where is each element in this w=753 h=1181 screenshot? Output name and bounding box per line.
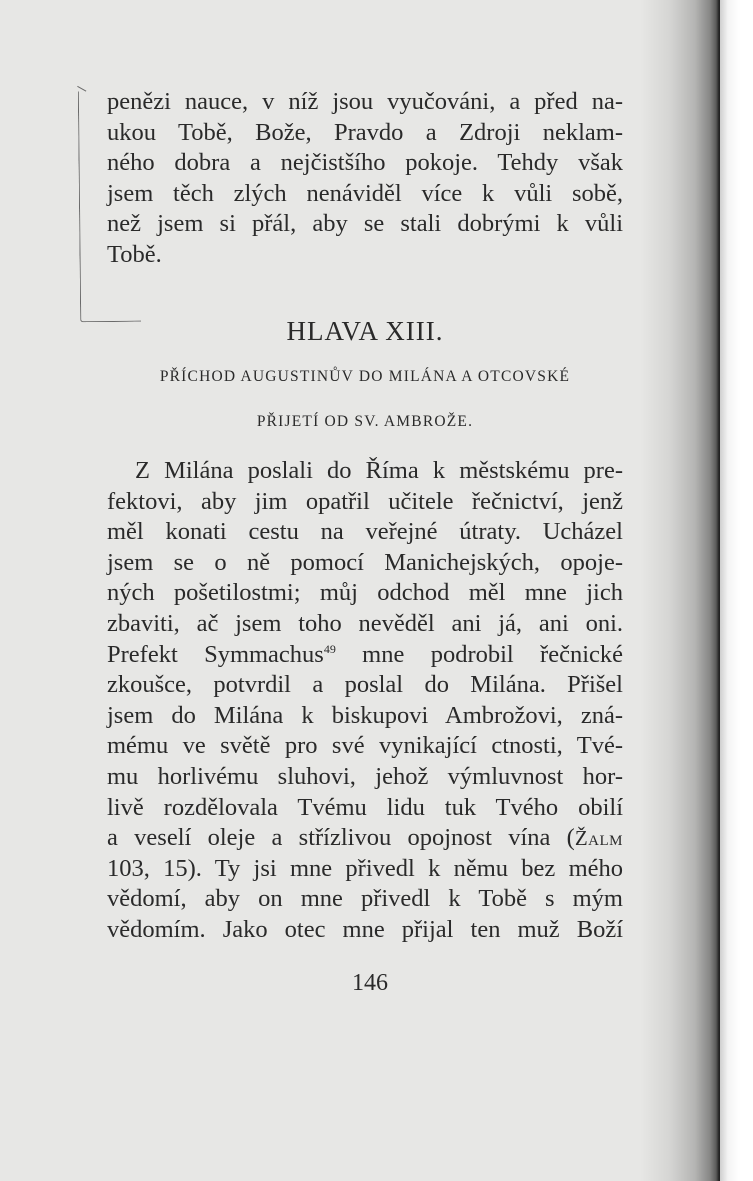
text-line: livě rozdělovala Tvému lidu tuk Tvého obilí (107, 793, 623, 821)
chapter-subtitle-line-2: PŘIJETÍ OD SV. AMBROŽE. (256, 413, 474, 430)
text-line: ného dobra a nejčistšího pokoje. Tehdy však (107, 149, 623, 177)
text-line: ukou Tobě, Bože, Pravdo a Zdroji neklam- (107, 118, 623, 146)
text-line: jsem se o ně pomocí Manichejských, opoje- (107, 548, 623, 576)
page-number: 146 (352, 970, 388, 996)
text-line: Prefekt Symmachus$^{49}$ mne podrobil řečnické (107, 640, 623, 668)
page-edge (720, 0, 753, 1181)
text-line: Tobě. (107, 240, 162, 268)
text-line: penězi nauce, v níž jsou vyučováni, a před na- (107, 88, 623, 115)
text-line: mu horlivému sluhovi, jehož výmluvnost hor- (107, 762, 623, 790)
main-paragraph (107, 456, 623, 946)
chapter-heading: HLAVA XIII. (286, 316, 444, 346)
text-line: vědomí, aby on mne přivedl k Tobě s mým (107, 885, 623, 913)
text-line: Z Milána poslali do Říma k městskému pre- (135, 457, 623, 484)
text-line: ných pošetilostmi; můj odchod měl mne jich (107, 579, 623, 607)
text-line: fektovi, aby jim opatřil učitele řečnictví, jenž (107, 487, 623, 515)
psalm-reference: Žalm (574, 826, 623, 851)
text-line: jsem těch zlých nenáviděl více k vůli sobě, (107, 179, 623, 207)
text-line: vědomím. Jako otec mne přijal ten muž Boží (107, 915, 623, 943)
text-line: zkoušce, potvrdil a poslal do Milána. Přišel (107, 671, 623, 699)
footnote-reference[interactable]: 49 (323, 641, 336, 656)
text-line: měl konati cestu na veřejné útraty. Ucházel (107, 518, 623, 546)
text-line: mému ve světě pro své vynikající ctnosti, Tvé- (107, 732, 623, 760)
text-line: a veselí oleje a střízlivou opojnost vína (Žalm (107, 824, 623, 852)
text-line: jsem do Milána k biskupovi Ambrožovi, zná- (107, 701, 623, 729)
text-line: než jsem si přál, aby se stali dobrými k vůli (107, 210, 623, 238)
chapter-subtitle-line-1: PŘÍCHOD AUGUSTINŮV DO MILÁNA A OTCOVSKÉ (159, 368, 571, 385)
top-paragraph (107, 87, 623, 271)
text-line: 103, 15). Ty jsi mne přivedl k němu bez mého (107, 854, 623, 882)
text-line: zbaviti, ač jsem toho nevěděl ani já, ani oni. (107, 609, 623, 637)
